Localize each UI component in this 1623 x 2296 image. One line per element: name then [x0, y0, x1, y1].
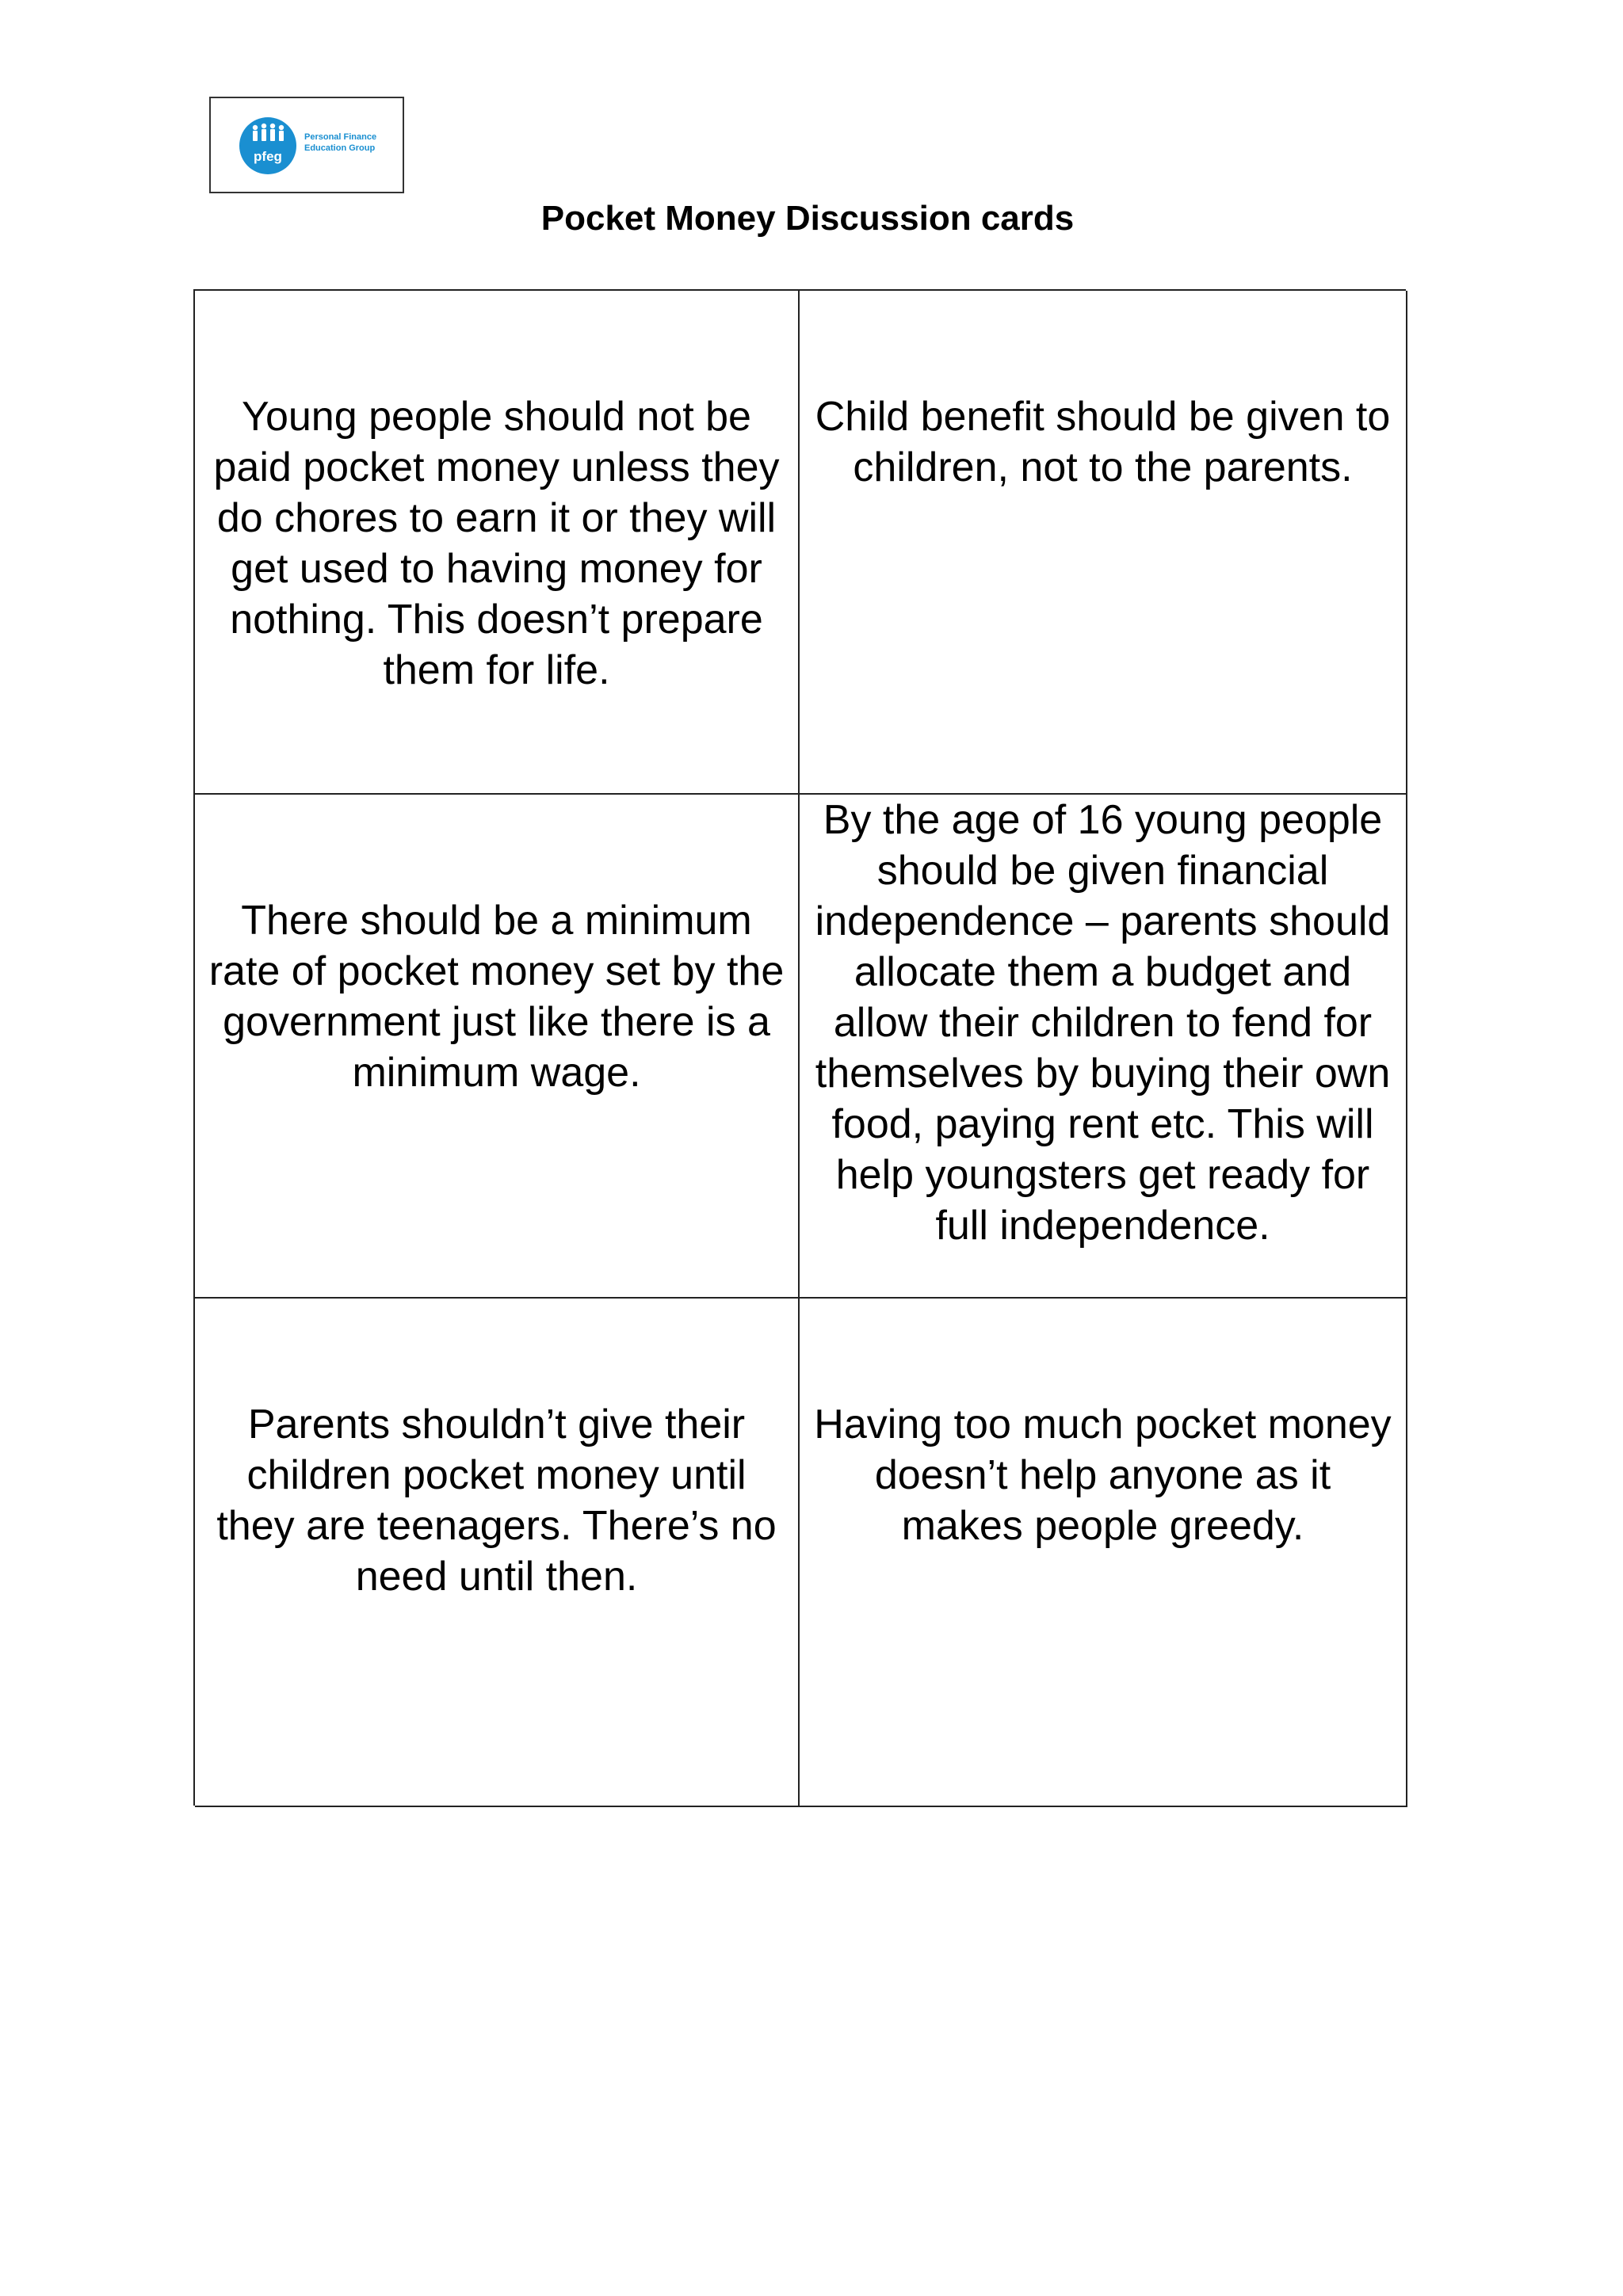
- card-text: By the age of 16 young people should be given financial independence – parents should allocate them a budget and allow their children to fend for themselves by buying their own food, paying rent etc. This will help youngsters get ready for full independence.: [815, 797, 1391, 1249]
- card-text: Young people should not be paid pocket money unless they do chores to earn it or they will get used to having money for nothing. This doesn’t prepare them for life.: [213, 394, 780, 693]
- card-text: Parents shouldn’t give their children pocket money until they are teenagers. There’s no need until then.: [216, 1402, 777, 1600]
- discussion-card: [195, 1299, 800, 1807]
- page-title: Pocket Money Discussion cards: [540, 199, 1075, 238]
- discussion-card: [800, 1299, 1407, 1807]
- logo-line-2: Education Group: [304, 143, 376, 153]
- discussion-card: [195, 795, 800, 1299]
- pfeg-logo: [209, 97, 404, 193]
- card-text: Child benefit should be given to children, not to the parents.: [815, 394, 1391, 490]
- discussion-card: [800, 795, 1407, 1299]
- pfeg-logo-mark: [239, 117, 296, 174]
- card-text: There should be a minimum rate of pocket money set by the government just like there is a minimum wage.: [208, 898, 785, 1096]
- logo-line-1: Personal Finance: [304, 132, 377, 142]
- discussion-cards-grid: [193, 289, 1406, 1806]
- logo-mark-text: pfeg: [254, 149, 282, 164]
- card-text: Having too much pocket money doesn’t help anyone as it makes people greedy.: [814, 1402, 1392, 1549]
- logo-wordmark: [304, 132, 376, 154]
- discussion-card: [195, 291, 800, 795]
- people-icon: [239, 117, 296, 174]
- discussion-card: [800, 291, 1407, 795]
